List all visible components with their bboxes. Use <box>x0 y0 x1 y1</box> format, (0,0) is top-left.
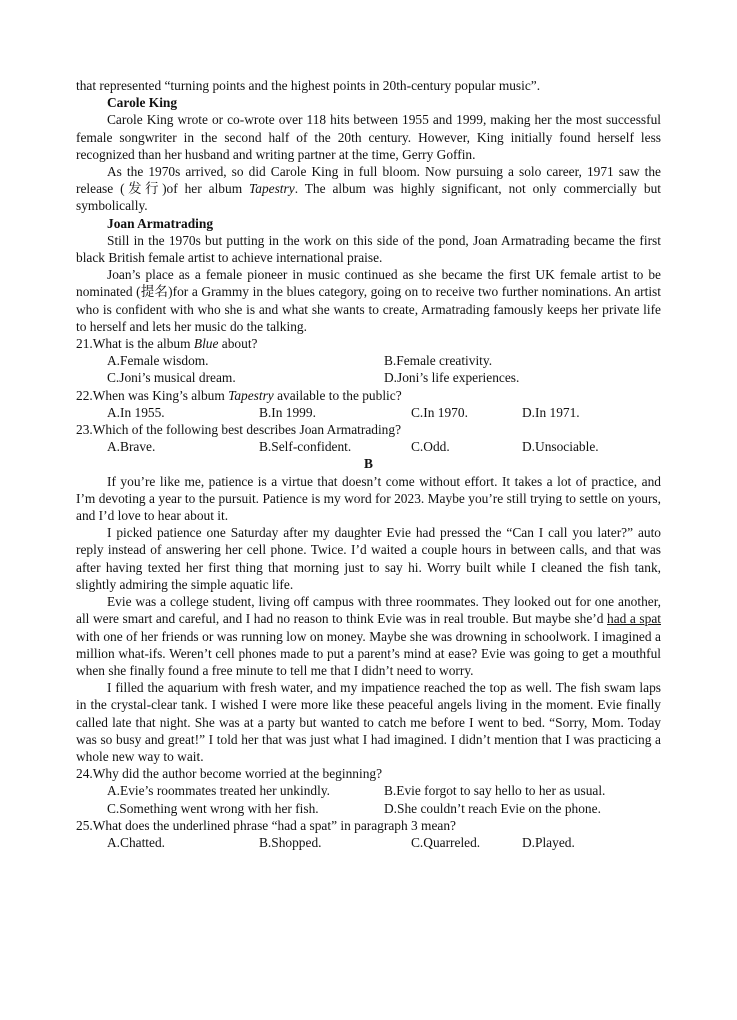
king-p2-text-a: As the 1970s arrived, so did Carole King in full bloom. Now pursuing a solo career, 1971 saw the release (发行)of her album <box>76 164 661 197</box>
q22-option-b[interactable]: B.In 1999. <box>259 404 316 420</box>
q23-option-c[interactable]: C.Odd. <box>411 439 450 455</box>
question-23-options <box>76 438 661 455</box>
king-paragraph-1: Carole King wrote or co-wrote over 118 hits between 1955 and 1999, making her the most successful female songwriter in the second half of the 20th century. However, King initially found herself less recognized than her husband and writing partner at the time, Gerry Goffin. <box>76 112 661 162</box>
heading-joan-armatrading: Joan Armatrading <box>107 215 214 231</box>
q24-option-d[interactable]: D.She couldn’t reach Evie on the phone. <box>384 800 601 816</box>
q21-option-d[interactable]: D.Joni’s life experiences. <box>384 370 520 386</box>
q22-stem-a: 22.When was King’s album <box>76 387 229 403</box>
passage-b-paragraph-1: If you’re like me, patience is a virtue that doesn’t come without effort. It takes a lot of practice, and I’m devoting a year to the pursuit. Patience is my word for 2023. Maybe you’re still trying to settle on yours, and I’d love to hear about it. <box>76 473 661 524</box>
joan-paragraph-1: Still in the 1970s but putting in the work on this side of the pond, Joan Armatrading became the first black British female artist to achieve international praise. <box>76 232 661 266</box>
question-24-options-row1 <box>76 782 661 799</box>
passage-b-paragraph-3 <box>76 593 661 679</box>
q21-stem-italic: Blue <box>193 336 219 352</box>
q23-option-a[interactable]: A.Brave. <box>107 439 156 455</box>
question-21-stem <box>76 335 661 352</box>
question-23-stem: 23.Which of the following best describes Joan Armatrading? <box>76 422 402 438</box>
p3-text-b: with one of her friends or was running low on money. Maybe she was drowning in schoolwork. I imagined a million what-ifs. Weren’t cell phones made to put a parent’s mind at ease? Evie was going to get a mouthful when she finally found a free minute to tell me that I didn’t need to worry. <box>76 628 661 678</box>
question-22-options <box>76 404 661 421</box>
q25-option-d[interactable]: D.Played. <box>522 834 575 850</box>
q22-option-d[interactable]: D.In 1971. <box>522 404 580 420</box>
q21-stem-a: 21.What is the album <box>76 336 194 352</box>
q22-option-a[interactable]: A.In 1955. <box>107 404 165 420</box>
heading-carole-king: Carole King <box>107 95 178 111</box>
question-21-options-row1 <box>76 352 661 369</box>
passage-b-paragraph-2: I picked patience one Saturday after my daughter Evie had pressed the “Can I call you later?” auto reply instead of answering her cell phone. Twice. I’d waited a couple hours in between calls, and that was after having texted her first thing that morning just to say hi. Worry built while I cleaned the fish tank, slightly admiring the simple aquatic life. <box>76 525 661 592</box>
q25-option-a[interactable]: A.Chatted. <box>107 834 166 850</box>
question-25-stem: 25.What does the underlined phrase “had a spat” in paragraph 3 mean? <box>76 817 456 833</box>
q23-option-d[interactable]: D.Unsociable. <box>522 439 599 455</box>
q24-option-a[interactable]: A.Evie’s roommates treated her unkindly. <box>107 783 330 799</box>
q22-stem-b: available to the public? <box>273 387 402 403</box>
exam-page <box>76 77 661 851</box>
q24-option-b[interactable]: B.Evie forgot to say hello to her as usual. <box>384 783 606 799</box>
question-24-options-row2 <box>76 800 661 817</box>
question-25-options <box>76 834 661 851</box>
underlined-phrase: had a spat <box>607 611 661 627</box>
passage-a-tail-line: that represented “turning points and the highest points in 20th-century popular music”. <box>76 78 541 93</box>
q21-stem-b: about? <box>218 336 258 352</box>
question-22-stem <box>76 387 661 404</box>
king-paragraph-2 <box>76 163 661 215</box>
q21-option-a[interactable]: A.Female wisdom. <box>107 353 209 369</box>
q24-option-c[interactable]: C.Something went wrong with her fish. <box>107 800 319 816</box>
q21-option-c[interactable]: C.Joni’s musical dream. <box>107 370 236 386</box>
joan-paragraph-2: Joan’s place as a female pioneer in music continued as she became the first UK female artist to be nominated (提名)for a Grammy in the blues category, going on to receive two further nominations. An artist who is confident with who she is and what she wants to create, Armatrading famously keeps her private life to herself and lets her music do the talking. <box>76 267 661 334</box>
king-p2-text-b: . The album was highly significant, not only commercially but symbolically. <box>76 181 661 214</box>
passage-b-paragraph-4: I filled the aquarium with fresh water, and my impatience reached the top as well. The fish swam laps in the crystal-clear tank. I wished I were more like these peaceful angels living in the moment. Evie finally called late that night. She was at a party but wanted to catch me before I went to bed. “Sorry, Mom. Today was so busy and great!” I told her that was just what I had imagined. I didn’t mention that I was practicing a whole new way to wait. <box>76 680 661 764</box>
q21-option-b[interactable]: B.Female creativity. <box>384 353 493 369</box>
album-title-tapestry: Tapestry <box>249 181 295 197</box>
question-24-stem: 24.Why did the author become worried at the beginning? <box>76 766 383 782</box>
question-21-options-row2 <box>76 369 661 386</box>
q25-option-c[interactable]: C.Quarreled. <box>411 834 481 850</box>
q22-stem-italic: Tapestry <box>228 387 274 403</box>
q25-option-b[interactable]: B.Shopped. <box>259 834 322 850</box>
q22-option-c[interactable]: C.In 1970. <box>411 404 468 420</box>
section-b-heading: B <box>364 456 373 472</box>
q23-option-b[interactable]: B.Self-confident. <box>259 439 352 455</box>
p3-text-a: Evie was a college student, living off campus with three roommates. They looked out for one another, all were smart and careful, and I had no reason to think Evie was in real trouble. But maybe she’d <box>76 594 661 627</box>
